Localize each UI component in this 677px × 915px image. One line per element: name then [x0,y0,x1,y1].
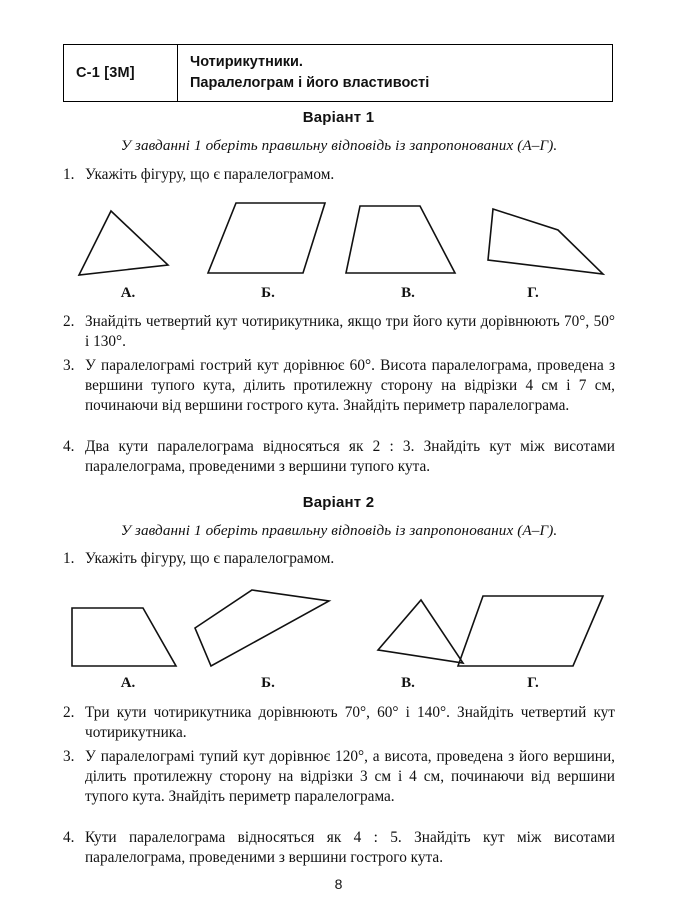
problem-text: Три кути чотирикутника дорівнюють 70°, 60° і 140°. Знайдіть четвертий кут чотирикутника. [85,704,615,741]
problem-number: 4. [63,438,75,455]
variant-2-problem-3 [63,747,615,807]
problem-text: Два кути паралелограма відносяться як 2 : 3. Знайдіть кут між висотами паралелограма, проведеними з вершини тупого кута. [85,438,615,475]
header-code-text: С-1 [3М] [76,65,135,82]
page-number: 8 [334,876,343,892]
variant-2-figures [63,578,615,670]
variant-2-instruction: У завданні 1 оберіть правильну відповідь із запропонованих (А–Г). [120,522,558,539]
variant-1-problem-2 [63,312,615,352]
choice-label-a: А. [120,675,136,691]
choice-label-c: В. [401,675,415,691]
problem-number: 1. [63,550,75,567]
figure-v2-a-right-trapezoid [72,608,176,666]
variant-1-title: Варіант 1 [302,109,375,126]
problem-text: Укажіть фігуру, що є паралелограмом. [85,166,335,183]
problem-text: Кути паралелограма відносяться як 4 : 5. Знайдіть кут між висотами паралелограма, проведеними з вершини гострого кута. [85,829,615,866]
variant-2-problem-2 [63,703,615,743]
figure-v1-a-triangle [79,211,168,275]
problem-number: 3. [63,357,75,374]
choice-label-c: В. [401,285,415,301]
variant-2-problem-1 [63,549,615,569]
problem-number: 4. [63,829,75,846]
problem-number: 1. [63,166,75,183]
variant-1-problem-3 [63,356,615,416]
problem-text: У паралелограмі гострий кут дорівнює 60°. Висота паралелограма, проведена з вершини тупого кута, ділить протилежну сторону на відрізки 4 см і 7 см, починаючи від вершини гострого кута. Знайдіть периметр паралелограма. [85,357,615,414]
variant-1-problem-4 [63,437,615,477]
figure-v2-c-triangle [378,600,463,663]
variant-1-choice-labels [63,285,615,305]
choice-label-b: Б. [261,285,275,301]
problem-number: 3. [63,748,75,765]
choice-label-b: Б. [261,675,275,691]
figure-v2-d-parallelogram [458,596,603,666]
problem-number: 2. [63,704,75,721]
figure-v2-b-irregular-quadrilateral [195,590,329,666]
variant-2-problem-4 [63,828,615,868]
problem-text: У паралелограмі тупий кут дорівнює 120°, а висота, проведена з його вершини, ділить протилежну сторону на відрізки 3 см і 4 см, починаючи від вершини тупого кута. Знайдіть периметр паралелограма. [85,748,615,805]
choice-label-d: Г. [527,285,539,301]
variant-1-figures [63,194,615,286]
figure-v1-c-trapezoid [346,206,455,273]
problem-text: Знайдіть четвертий кут чотирикутника, якщо три його кути дорівнюють 70°, 50° і 130°. [85,313,615,350]
choice-label-d: Г. [527,675,539,691]
header-title-line1: Чотирикутники. [190,54,303,70]
choice-label-a: А. [120,285,136,301]
variant-2-choice-labels [63,675,615,695]
variant-1-instruction: У завданні 1 оберіть правильну відповідь із запропонованих (А–Г). [120,137,558,154]
variant-1-problem-1 [63,165,615,185]
figure-v1-d-irregular-quadrilateral [488,209,603,274]
header-title-line2: Паралелограм і його властивості [190,74,430,91]
figure-v1-b-parallelogram [208,203,325,273]
problem-text: Укажіть фігуру, що є паралелограмом. [85,550,335,567]
header-table [63,44,613,102]
header-title-cell [178,45,612,101]
header-code-cell [64,45,178,101]
problem-number: 2. [63,313,75,330]
variant-2-title: Варіант 2 [302,494,375,511]
